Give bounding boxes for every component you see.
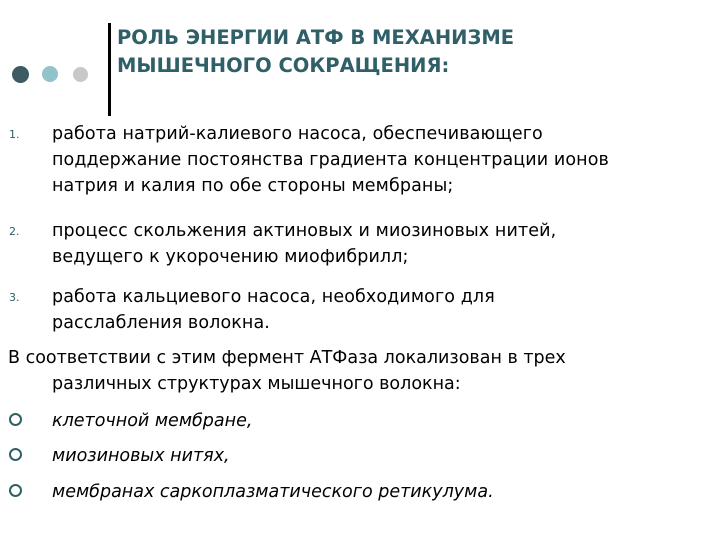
item-line: расслабления волокна. [52,313,270,333]
bullet-item-1: клеточной мембране, [52,411,253,431]
ring-bullet-icon [9,448,22,461]
paragraph-line-2: различных структурах мышечного волокна: [52,374,461,394]
numbered-item-text [52,218,712,270]
bullet-item-2: миозиновых нитях, [52,446,230,466]
summary-paragraph [8,345,708,397]
item-line: работа кальциевого насоса, необходимого для [52,287,495,307]
item-line: натрия и калия по обе стороны мембраны; [52,176,454,196]
list-number: 1. [9,128,20,141]
numbered-item-text [52,284,712,336]
numbered-item-text [52,121,712,199]
ring-bullet-icon [9,413,22,426]
item-line: работа натрий-калиевого насоса, обеспечивающего [52,124,543,144]
slide-title-line-1: РОЛЬ ЭНЕРГИИ АТФ В МЕХАНИЗМЕ [117,26,515,49]
list-number: 3. [9,291,20,304]
slide-title-line-2: МЫШЕЧНОГО СОКРАЩЕНИЯ: [117,54,450,77]
bullet-item-3: мембранах саркоплазматического ретикулума. [52,482,494,502]
list-number: 2. [9,225,20,238]
item-line: процесс скольжения актиновых и миозиновых нитей, [52,221,557,241]
item-line: ведущего к укорочению миофибрилл; [52,247,409,267]
item-line: поддержание постоянства градиента концентрации ионов [52,150,609,170]
ring-bullet-icon [9,484,22,497]
paragraph-line-1: В соответствии с этим фермент АТФаза локализован в трех [8,348,566,368]
